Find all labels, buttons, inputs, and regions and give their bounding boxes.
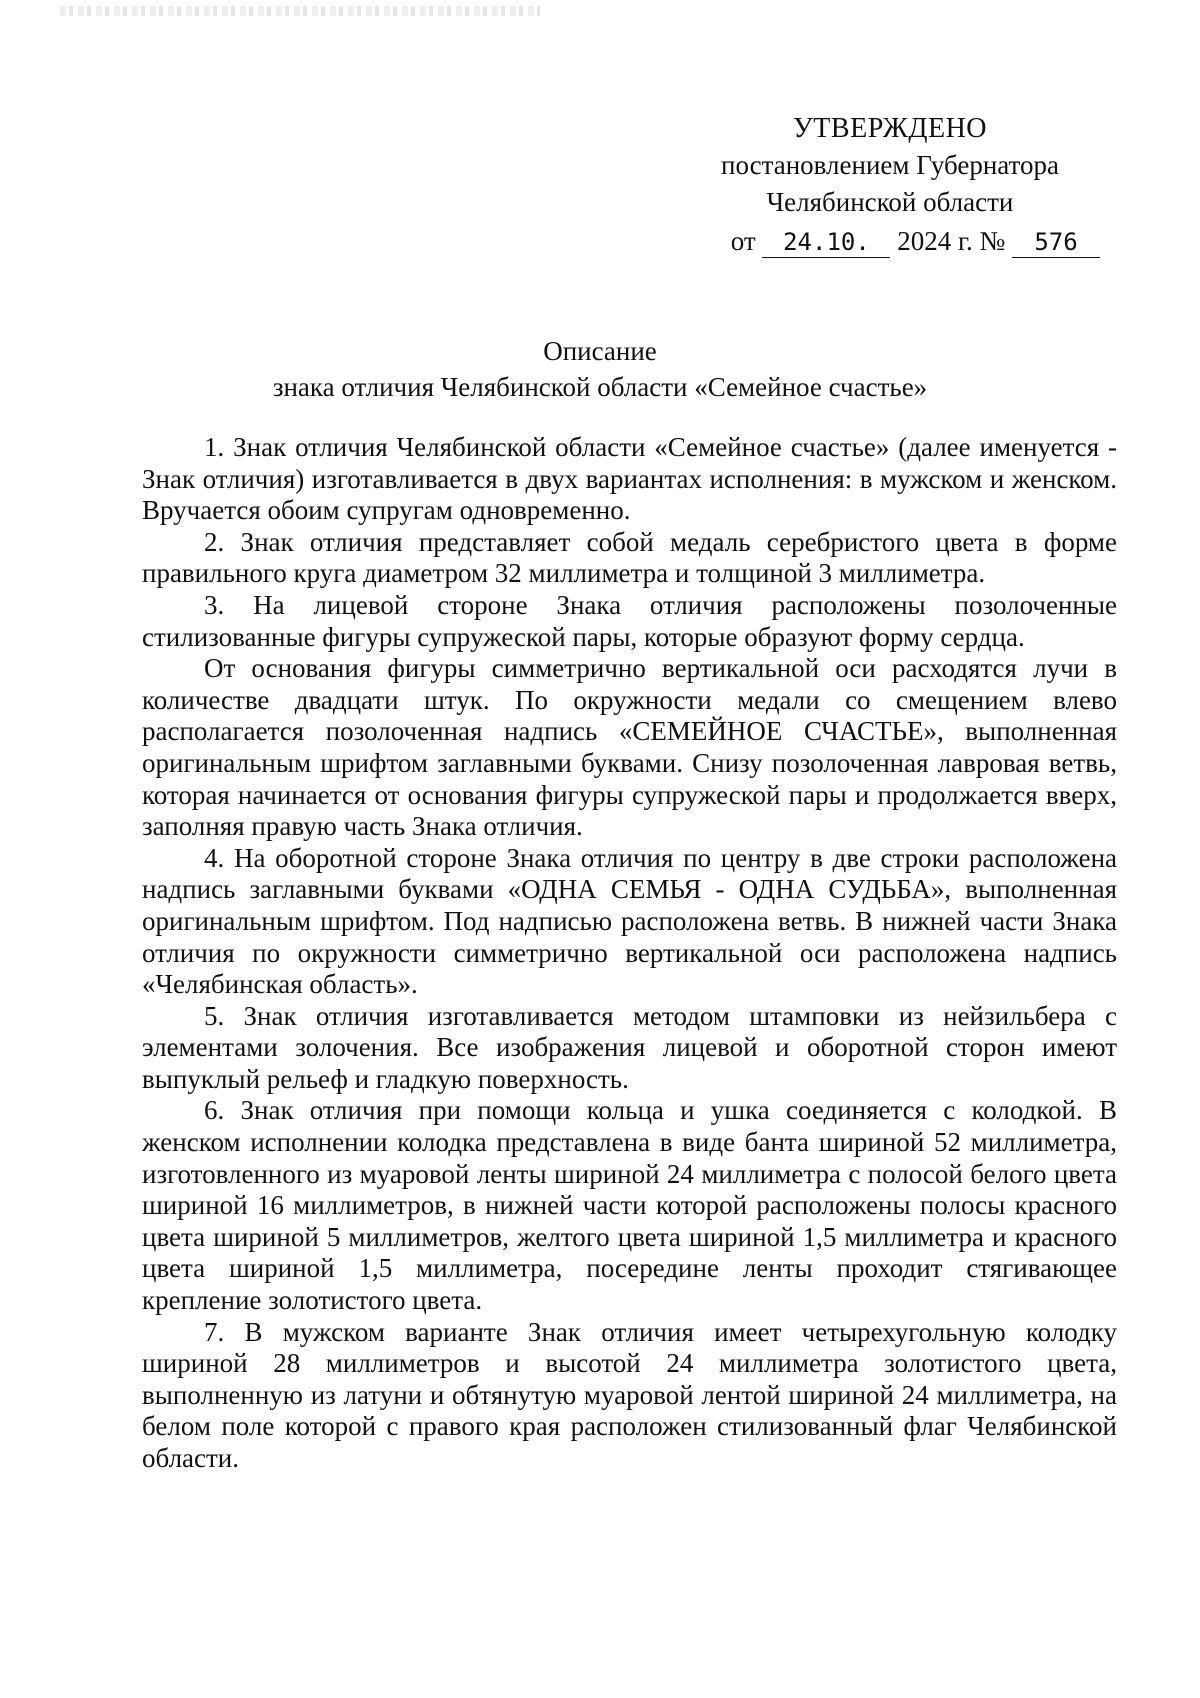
approved-heading: УТВЕРЖДЕНО bbox=[792, 113, 988, 144]
approval-line-1: постановлением Губернатора bbox=[721, 150, 1059, 180]
decree-number: 576 bbox=[1012, 227, 1100, 258]
paragraph-5: 5. Знак отличия изготавливается методом штамповки из нейзильбера с элементами золочения. Все изображения лицевой и оборотной сторон имеют выпуклый рельеф и гладкую поверхность. bbox=[142, 1000, 1117, 1094]
paragraph-3-continued: От основания фигуры симметрично вертикальной оси расходятся лучи в количестве двадцати штук. По окружности медали со смещением влево располагается позолоченная надпись «СЕМЕЙНОЕ СЧАСТЬЕ», выполненная оригинальным шрифтом заглавными буквами. Снизу позолоченная лавровая ветвь, которая начинается от основания фигуры супружеской пары и продолжается вверх, заполняя правую часть Знака отличия. bbox=[142, 653, 1117, 842]
title-subtitle: знака отличия Челябинской области «Семейное счастье» bbox=[272, 372, 928, 402]
decree-date: 24.10. bbox=[762, 227, 890, 258]
decree-year-label: 2024 г. № bbox=[897, 226, 1006, 256]
paragraph-6: 6. Знак отличия при помощи кольца и ушка соединяется с колодкой. В женском исполнении колодка представлена в виде банта шириной 52 миллиметра, изготовленного из муаровой ленты шириной 24 миллиметра с полосой белого цвета шириной 16 миллиметров, в нижней части которой расположены полосы красного цвета шириной 5 миллиметров, желтого цвета шириной 1,5 миллиметра и красного цвета шириной 1,5 миллиметра, посередине ленты проходит стягивающее крепление золотистого цвета. bbox=[142, 1095, 1117, 1316]
document-title bbox=[130, 333, 1070, 405]
document-body bbox=[142, 432, 1117, 1475]
paragraph-2: 2. Знак отличия представляет собой медаль серебристого цвета в форме правильного круга диаметром 32 миллиметра и толщиной 3 миллиметра. bbox=[142, 526, 1117, 589]
title-heading: Описание bbox=[543, 336, 657, 366]
paragraph-1: 1. Знак отличия Челябинской области «Семейное счастье» (далее именуется - Знак отличия) изготавливается в двух вариантах исполнения: в мужском и женском. Вручается обоим супругам одновременно. bbox=[142, 432, 1117, 526]
approval-stamp bbox=[680, 110, 1100, 260]
paragraph-7: 7. В мужском варианте Знак отличия имеет четырехугольную колодку шириной 28 миллиметров и высотой 24 миллиметра золотистого цвета, выполненную из латуни и обтянутую муаровой лентой шириной 24 миллиметра, на белом поле которой с правого края расположен стилизованный флаг Челябинской области. bbox=[142, 1316, 1117, 1473]
paragraph-3: 3. На лицевой стороне Знака отличия расположены позолоченные стилизованные фигуры супружеской пары, которые образуют форму сердца. bbox=[142, 589, 1117, 652]
approval-date-line bbox=[680, 223, 1100, 260]
approval-line-2: Челябинской области bbox=[766, 187, 1014, 217]
scan-artifact bbox=[60, 6, 540, 16]
paragraph-4: 4. На оборотной стороне Знака отличия по центру в две строки расположена надпись заглавными буквами «ОДНА СЕМЬЯ - ОДНА СУДЬБА», выполненная оригинальным шрифтом. Под надписью расположена ветвь. В нижней части Знака отличия по окружности симметрично вертикальной оси расположена надпись «Челябинская область». bbox=[142, 842, 1117, 1000]
date-prefix: от bbox=[730, 226, 756, 256]
